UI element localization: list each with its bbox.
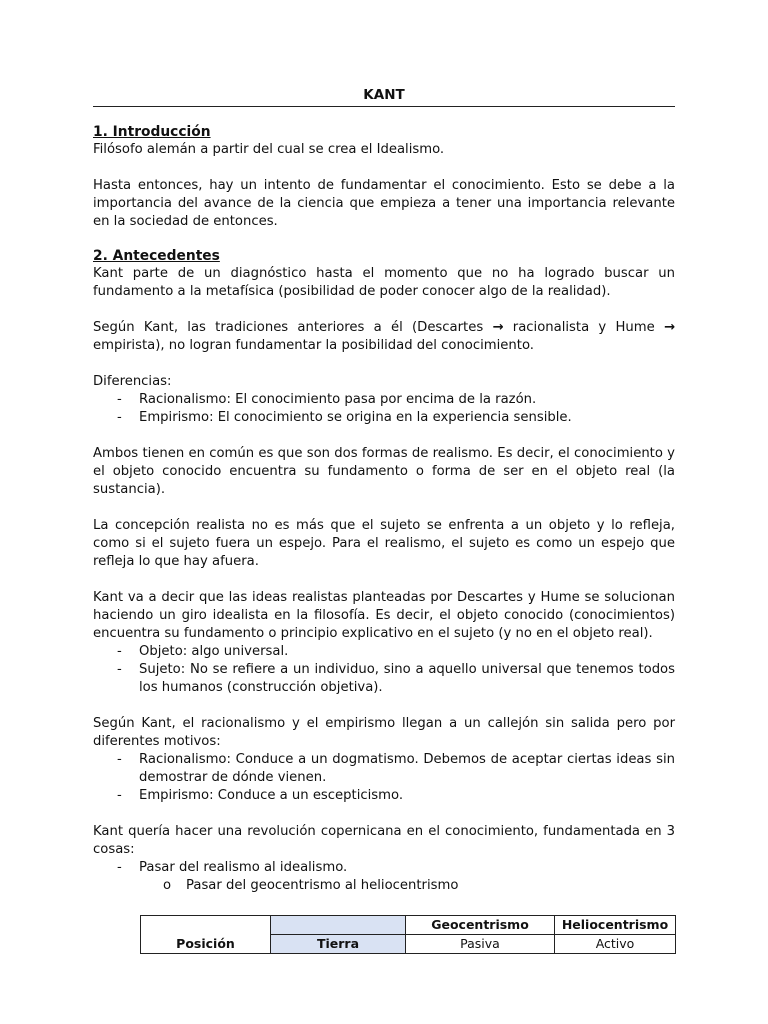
list-item: - Empirismo: Conduce a un escepticismo.	[93, 787, 675, 805]
motivos-list	[93, 751, 675, 805]
document-title: KANT	[93, 86, 675, 107]
table-cell: Pasiva	[406, 935, 555, 954]
antecedentes-paragraph-1: Kant parte de un diagnóstico hasta el momento que no ha logrado buscar un fundamento a la metafísica (posibilidad de poder conocer algo de la realidad).	[93, 266, 675, 299]
diferencias-label: Diferencias:	[93, 374, 172, 389]
antecedentes-paragraph-2	[93, 319, 675, 355]
antecedentes-paragraph-6: Según Kant, el racionalismo y el empirismo llegan a un callejón sin salida pero por diferentes motivos:	[93, 716, 675, 749]
list-item: - Pasar del realismo al idealismo.	[93, 859, 675, 877]
section-heading-introduccion: 1. Introducción	[93, 124, 211, 140]
antecedentes-paragraph-4: La concepción realista no es más que el sujeto se enfrenta a un objeto y lo refleja, como si el sujeto fuera un espejo. Para el realismo, el sujeto es como un espejo que refleja lo que hay afuera.	[93, 518, 675, 569]
antecedentes-paragraph-5: Kant va a decir que las ideas realistas planteadas por Descartes y Hume se solucionan haciendo un giro idealista en la filosofía. Es decir, el objeto conocido (conocimientos) encuentra su fundamento o principio explicativo en el sujeto (y no en el objeto real).	[93, 590, 675, 641]
intro-paragraph-1: Filósofo alemán a partir del cual se crea el Idealismo.	[93, 142, 445, 157]
list-item: - Sujeto: No se refiere a un individuo, sino a aquello universal que tenemos todos los humanos (construcción objetiva).	[93, 661, 675, 697]
table-header-cell-empty	[271, 916, 406, 935]
arrow-right-icon: →	[663, 320, 675, 335]
table-header-row	[141, 916, 676, 935]
section-heading-antecedentes: 2. Antecedentes	[93, 248, 220, 264]
table-cell: Tierra	[271, 935, 406, 954]
antecedentes-paragraph-7: Kant quería hacer una revolución copernicana en el conocimiento, fundamentada en 3 cosas:	[93, 824, 675, 857]
revolucion-list	[93, 859, 675, 877]
list-item: - Objeto: algo universal.	[93, 643, 675, 661]
text-run: racionalista y Hume	[503, 320, 664, 335]
objeto-sujeto-list	[93, 643, 675, 697]
table-header-cell: Heliocentrismo	[555, 916, 676, 935]
arrow-right-icon: →	[492, 320, 504, 335]
table-row-label: Posición	[141, 916, 271, 954]
text-run: empirista), no logran fundamentar la posibilidad del conocimiento.	[93, 338, 534, 353]
list-item: - Empirismo: El conocimiento se origina en la experiencia sensible.	[93, 409, 675, 427]
text-run: Según Kant, las tradiciones anteriores a él (Descartes	[93, 320, 493, 335]
intro-paragraph-2: Hasta entonces, hay un intento de fundamentar el conocimiento. Esto se debe a la importancia del avance de la ciencia que empieza a tener una importancia relevante en la sociedad de entonces.	[93, 178, 675, 229]
table-cell: Activo	[555, 935, 676, 954]
revolucion-sublist	[93, 877, 675, 895]
list-item: o Pasar del geocentrismo al heliocentrismo	[93, 877, 675, 895]
antecedentes-paragraph-3: Ambos tienen en común es que son dos formas de realismo. Es decir, el conocimiento y el objeto conocido encuentra su fundamento o forma de ser en el objeto real (la sustancia).	[93, 446, 675, 497]
table-header-cell: Geocentrismo	[406, 916, 555, 935]
diferencias-list	[93, 391, 675, 427]
list-item: - Racionalismo: El conocimiento pasa por encima de la razón.	[93, 391, 675, 409]
posicion-table	[140, 915, 676, 954]
list-item: - Racionalismo: Conduce a un dogmatismo. Debemos de aceptar ciertas ideas sin demostrar de dónde vienen.	[93, 751, 675, 787]
